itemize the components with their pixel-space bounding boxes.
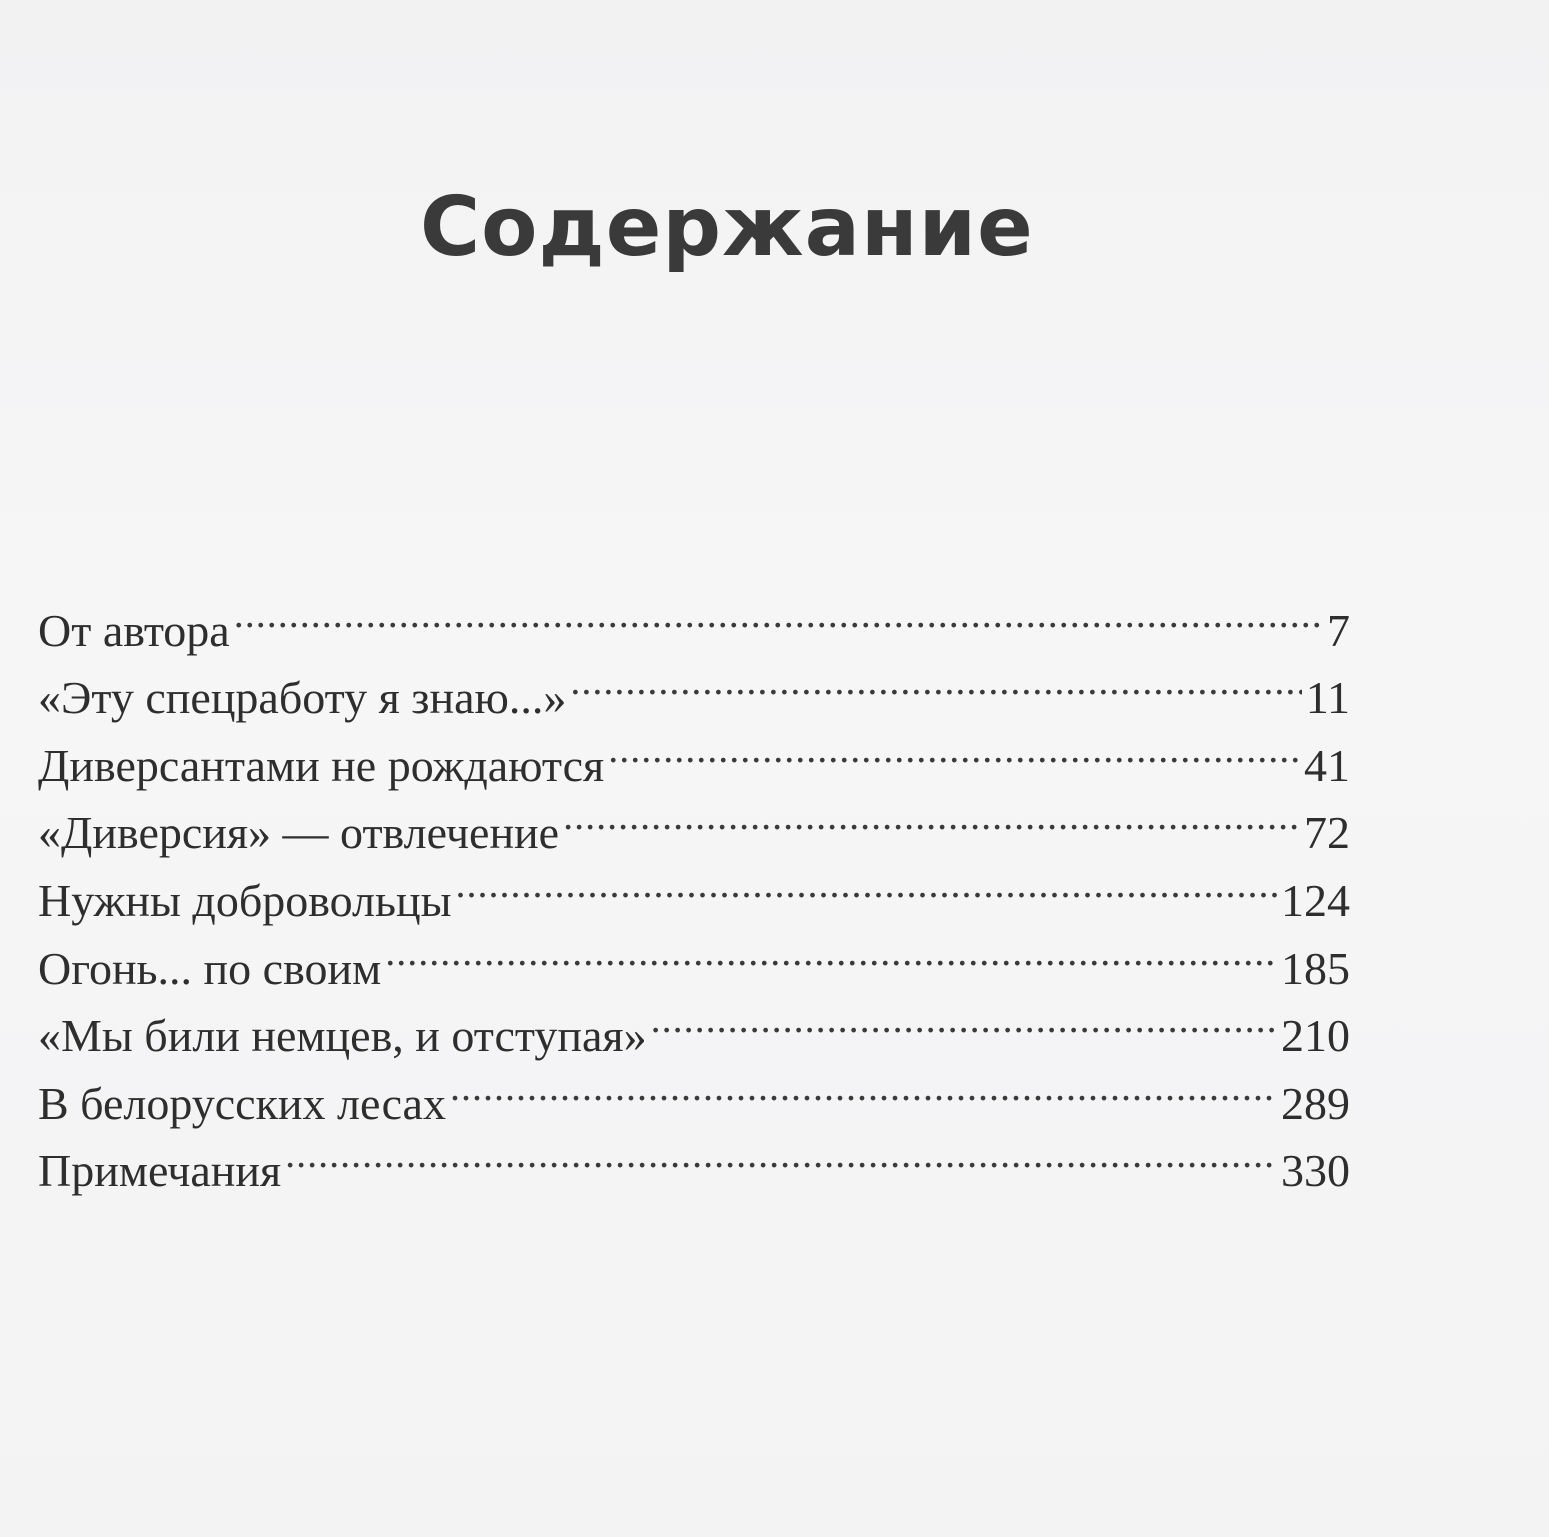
toc-entry-title: Нужны добровольцы xyxy=(38,874,452,926)
table-of-contents xyxy=(38,578,1350,1197)
toc-dot-leader xyxy=(608,713,1300,781)
toc-entry-title: «Мы били немцев, и отступая» xyxy=(38,1010,647,1062)
toc-entry-title: В белорусских лесах xyxy=(38,1077,446,1129)
toc-entry xyxy=(38,646,1350,724)
toc-dot-leader xyxy=(455,848,1277,916)
toc-dot-leader xyxy=(234,578,1323,646)
toc-entry-title: Огонь... по своим xyxy=(38,942,382,994)
toc-entry-title: Примечания xyxy=(38,1145,282,1197)
toc-dot-leader xyxy=(570,646,1301,714)
toc-entry-page: 72 xyxy=(1304,807,1350,859)
toc-entry xyxy=(38,578,1350,656)
toc-entry-page: 330 xyxy=(1281,1145,1350,1197)
toc-entry-page: 185 xyxy=(1281,942,1350,994)
toc-entry-title: «Диверсия» — отвлечение xyxy=(38,807,560,859)
toc-dot-leader xyxy=(563,781,1300,849)
page-title: Содержание xyxy=(420,179,1034,275)
toc-entry-page: 124 xyxy=(1281,874,1350,926)
toc-entry-page: 7 xyxy=(1327,604,1350,656)
toc-entry-title: Диверсантами не рождаются xyxy=(38,739,605,791)
toc-entry-title: От автора xyxy=(38,604,230,656)
toc-entry-title: «Эту спецработу я знаю...» xyxy=(38,672,567,724)
toc-dot-leader xyxy=(285,1119,1277,1187)
toc-entry-page: 210 xyxy=(1281,1010,1350,1062)
toc-dot-leader xyxy=(450,1051,1277,1119)
toc-entry-page: 41 xyxy=(1304,739,1350,791)
toc-dot-leader xyxy=(385,916,1277,984)
toc-entry-page: 289 xyxy=(1281,1077,1350,1129)
toc-entry-page: 11 xyxy=(1305,672,1350,724)
toc-dot-leader xyxy=(651,984,1277,1052)
